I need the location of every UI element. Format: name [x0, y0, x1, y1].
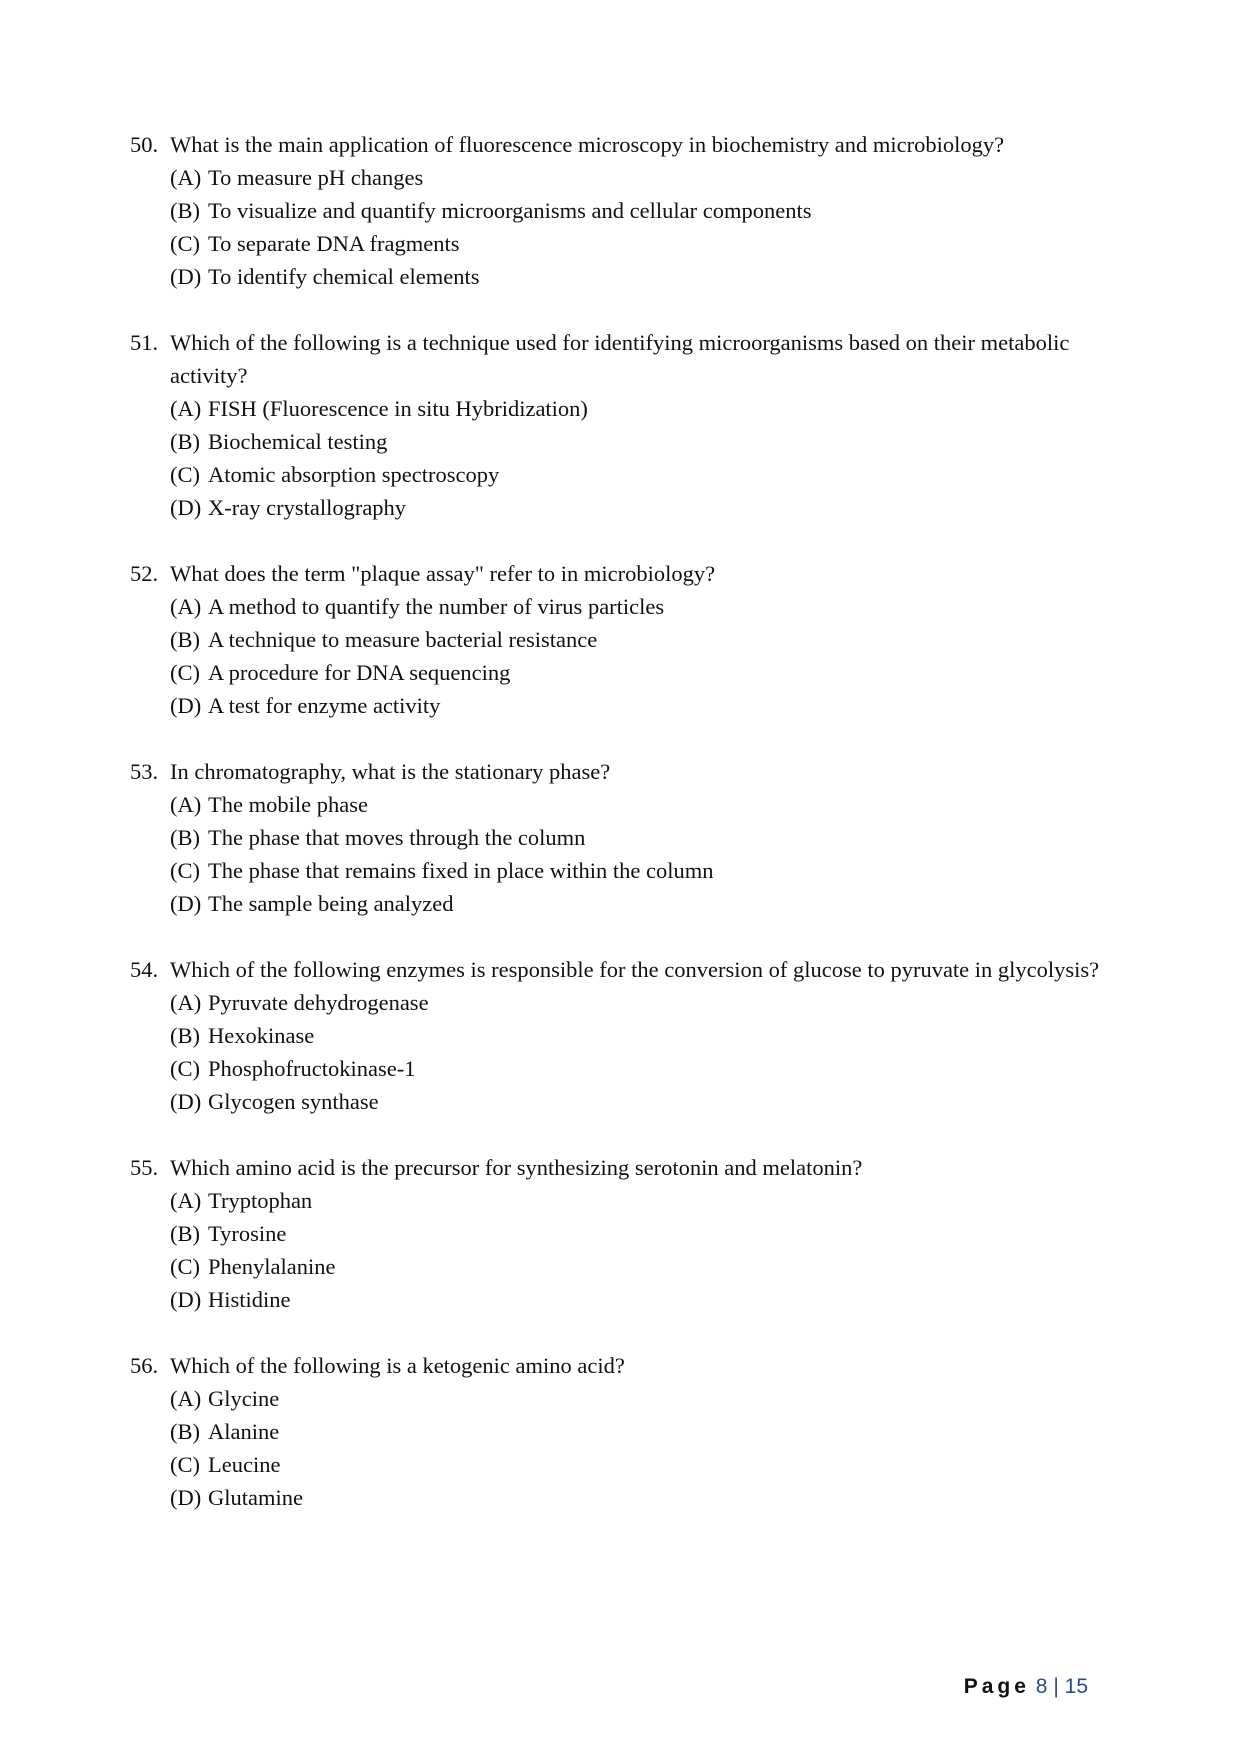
option-list — [130, 986, 1110, 1118]
option-letter: (D) — [170, 1485, 202, 1510]
option-text: To identify chemical elements — [208, 264, 480, 289]
question-stem — [130, 557, 1110, 590]
question-number: 53. — [130, 759, 159, 784]
question-stem — [130, 953, 1110, 986]
option-text: Histidine — [208, 1287, 291, 1312]
option-text: To visualize and quantify microorganisms and cellular components — [208, 198, 812, 223]
page-separator: | — [1053, 1675, 1059, 1698]
answer-option — [170, 260, 1110, 293]
option-text: Tryptophan — [208, 1188, 313, 1213]
question-text: Which of the following is a technique used for identifying microorganisms based on their metabolic activity? — [170, 330, 1070, 388]
option-letter: (B) — [170, 825, 200, 850]
option-letter: (B) — [170, 429, 200, 454]
option-list — [130, 1184, 1110, 1316]
answer-option — [170, 491, 1110, 524]
option-letter: (D) — [170, 891, 202, 916]
answer-option — [170, 227, 1110, 260]
option-text: A test for enzyme activity — [208, 693, 441, 718]
question-item — [130, 1349, 1110, 1514]
option-letter: (C) — [170, 1452, 200, 1477]
question-stem — [130, 1349, 1110, 1382]
question-text: Which of the following enzymes is responsible for the conversion of glucose to pyruvate in glycolysis? — [170, 957, 1100, 982]
answer-option — [170, 1085, 1110, 1118]
option-text: FISH (Fluorescence in situ Hybridization) — [208, 396, 588, 421]
option-text: X-ray crystallography — [208, 495, 407, 520]
option-text: Tyrosine — [208, 1221, 287, 1246]
option-letter: (B) — [170, 1419, 200, 1444]
answer-option — [170, 590, 1110, 623]
question-item — [130, 755, 1110, 920]
option-letter: (A) — [170, 1386, 202, 1411]
question-text: Which amino acid is the precursor for synthesizing serotonin and melatonin? — [170, 1155, 863, 1180]
option-letter: (A) — [170, 594, 202, 619]
option-letter: (D) — [170, 264, 202, 289]
answer-option — [170, 821, 1110, 854]
answer-option — [170, 986, 1110, 1019]
answer-option — [170, 458, 1110, 491]
page-word: Page — [963, 1675, 1030, 1698]
question-stem — [130, 326, 1110, 392]
answer-option — [170, 1283, 1110, 1316]
option-list — [130, 590, 1110, 722]
page-footer — [964, 1673, 1088, 1701]
option-letter: (A) — [170, 165, 202, 190]
answer-option — [170, 1052, 1110, 1085]
question-item — [130, 326, 1110, 524]
option-text: A technique to measure bacterial resistance — [208, 627, 598, 652]
option-list — [130, 1382, 1110, 1514]
option-letter: (D) — [170, 1287, 202, 1312]
option-text: Hexokinase — [208, 1023, 315, 1048]
option-letter: (B) — [170, 1221, 200, 1246]
option-text: A method to quantify the number of virus particles — [208, 594, 665, 619]
total-pages: 15 — [1064, 1675, 1088, 1698]
option-letter: (C) — [170, 462, 200, 487]
option-text: Pyruvate dehydrogenase — [208, 990, 429, 1015]
option-text: The mobile phase — [208, 792, 368, 817]
option-text: Glycogen synthase — [208, 1089, 379, 1114]
answer-option — [170, 788, 1110, 821]
option-text: Phenylalanine — [208, 1254, 336, 1279]
option-letter: (B) — [170, 627, 200, 652]
answer-option — [170, 194, 1110, 227]
question-item — [130, 953, 1110, 1118]
option-text: A procedure for DNA sequencing — [208, 660, 511, 685]
answer-option — [170, 392, 1110, 425]
option-text: Glutamine — [208, 1485, 303, 1510]
answer-option — [170, 1448, 1110, 1481]
question-text: What is the main application of fluorescence microscopy in biochemistry and microbiology? — [170, 132, 1005, 157]
option-text: The phase that moves through the column — [208, 825, 586, 850]
answer-option — [170, 1250, 1110, 1283]
option-text: Biochemical testing — [208, 429, 388, 454]
answer-option — [170, 1481, 1110, 1514]
answer-option — [170, 887, 1110, 920]
question-number: 50. — [130, 132, 159, 157]
option-letter: (D) — [170, 495, 202, 520]
answer-option — [170, 623, 1110, 656]
question-text: What does the term "plaque assay" refer to in microbiology? — [170, 561, 716, 586]
question-number: 54. — [130, 957, 159, 982]
option-list — [130, 161, 1110, 293]
question-number: 51. — [130, 330, 159, 355]
option-letter: (D) — [170, 693, 202, 718]
option-letter: (B) — [170, 1023, 200, 1048]
question-item — [130, 1151, 1110, 1316]
answer-option — [170, 1217, 1110, 1250]
option-text: The sample being analyzed — [208, 891, 454, 916]
question-text: In chromatography, what is the stationary phase? — [170, 759, 611, 784]
option-letter: (C) — [170, 660, 200, 685]
question-list — [130, 128, 1110, 1547]
option-text: Glycine — [208, 1386, 280, 1411]
answer-option — [170, 161, 1110, 194]
option-letter: (B) — [170, 198, 200, 223]
answer-option — [170, 425, 1110, 458]
question-number: 55. — [130, 1155, 159, 1180]
option-letter: (C) — [170, 858, 200, 883]
option-letter: (C) — [170, 231, 200, 256]
question-stem — [130, 128, 1110, 161]
question-stem — [130, 1151, 1110, 1184]
current-page-number: 8 — [1035, 1675, 1048, 1698]
option-letter: (C) — [170, 1254, 200, 1279]
answer-option — [170, 656, 1110, 689]
question-stem — [130, 755, 1110, 788]
answer-option — [170, 1382, 1110, 1415]
option-letter: (A) — [170, 792, 202, 817]
answer-option — [170, 1184, 1110, 1217]
question-item — [130, 128, 1110, 293]
question-text: Which of the following is a ketogenic amino acid? — [170, 1353, 625, 1378]
option-letter: (D) — [170, 1089, 202, 1114]
option-letter: (A) — [170, 990, 202, 1015]
option-text: To measure pH changes — [208, 165, 424, 190]
option-letter: (A) — [170, 1188, 202, 1213]
answer-option — [170, 1019, 1110, 1052]
option-list — [130, 788, 1110, 920]
option-list — [130, 392, 1110, 524]
question-item — [130, 557, 1110, 722]
answer-option — [170, 854, 1110, 887]
answer-option — [170, 689, 1110, 722]
option-letter: (C) — [170, 1056, 200, 1081]
option-text: Phosphofructokinase-1 — [208, 1056, 416, 1081]
option-text: To separate DNA fragments — [208, 231, 460, 256]
option-text: The phase that remains fixed in place within the column — [208, 858, 714, 883]
question-number: 56. — [130, 1353, 159, 1378]
option-text: Atomic absorption spectroscopy — [208, 462, 500, 487]
option-text: Leucine — [208, 1452, 281, 1477]
option-letter: (A) — [170, 396, 202, 421]
question-number: 52. — [130, 561, 159, 586]
answer-option — [170, 1415, 1110, 1448]
option-text: Alanine — [208, 1419, 280, 1444]
